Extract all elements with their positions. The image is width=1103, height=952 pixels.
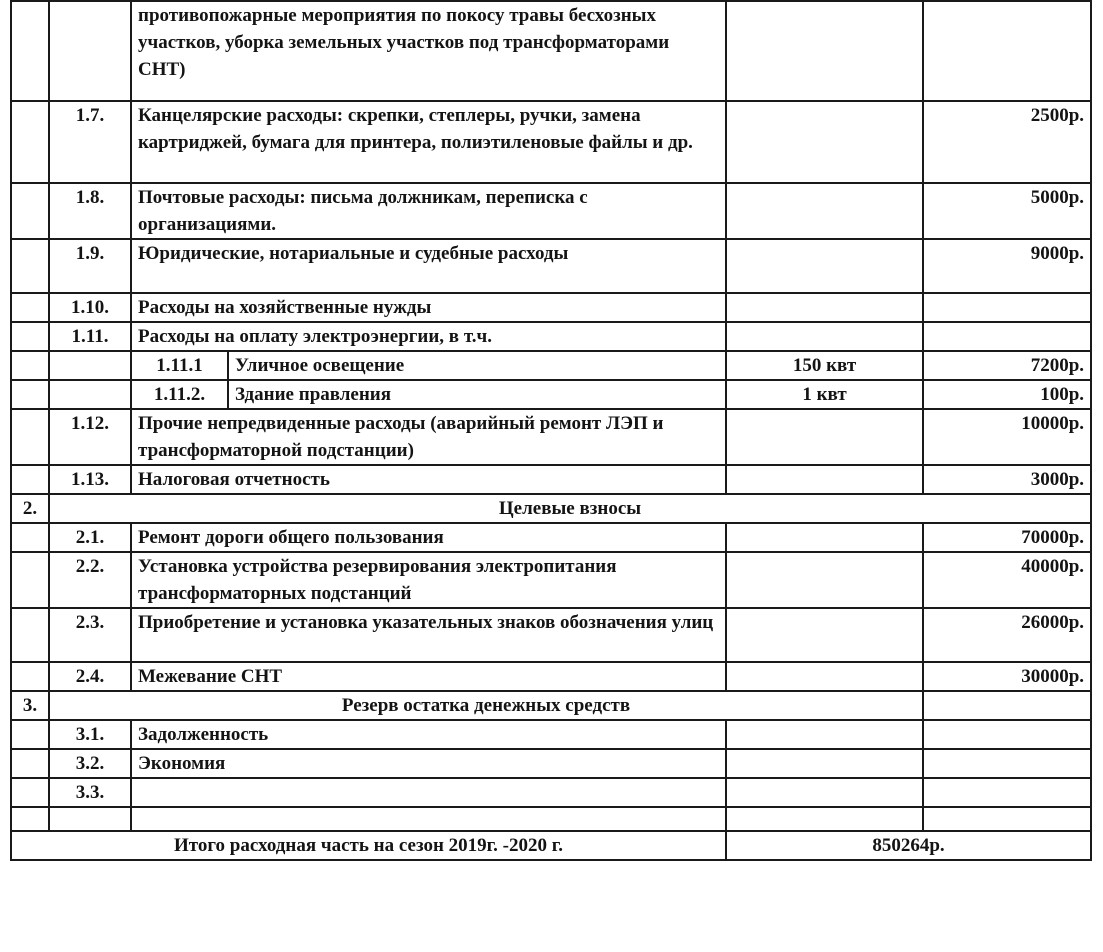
- row-desc: Расходы на оплату электроэнергии, в т.ч.: [131, 322, 726, 351]
- row-qty: [726, 523, 923, 552]
- section-number: 2.: [11, 494, 49, 523]
- row-amount: 70000р.: [923, 523, 1091, 552]
- row-qty: [726, 409, 923, 465]
- section-title: Целевые взносы: [49, 494, 1091, 523]
- row-number: 2.2.: [49, 552, 131, 608]
- row-amount: [923, 293, 1091, 322]
- table-row: [11, 183, 1091, 239]
- table-row: [11, 662, 1091, 691]
- total-label: Итого расходная часть на сезон 2019г. -2020 г.: [11, 831, 726, 860]
- table-row: [11, 293, 1091, 322]
- table-row: [11, 239, 1091, 293]
- row-qty: [726, 322, 923, 351]
- table-row: [11, 1, 1091, 101]
- total-amount: 850264р.: [726, 831, 1091, 860]
- subrow-desc: Уличное освещение: [228, 351, 726, 380]
- table-row: [11, 608, 1091, 662]
- row-desc: Налоговая отчетность: [131, 465, 726, 494]
- row-qty: [726, 293, 923, 322]
- row-qty: [726, 465, 923, 494]
- row-amount: [923, 322, 1091, 351]
- subrow-qty: 150 квт: [726, 351, 923, 380]
- row-number: 1.8.: [49, 183, 131, 239]
- table-row: [11, 552, 1091, 608]
- row-qty: [726, 101, 923, 183]
- subrow-desc: Здание правления: [228, 380, 726, 409]
- row-number: 2.3.: [49, 608, 131, 662]
- row-amount: [923, 778, 1091, 807]
- budget-document: [10, 0, 1090, 861]
- row-desc: Канцелярские расходы: скрепки, степлеры, ручки, замена картриджей, бумага для принтера, полиэтиленовые файлы и др.: [131, 101, 726, 183]
- subrow-number: 1.11.1: [131, 351, 228, 380]
- row-desc: Прочие непредвиденные расходы (аварийный ремонт ЛЭП и трансформаторной подстанции): [131, 409, 726, 465]
- subrow-qty: 1 квт: [726, 380, 923, 409]
- row-number: 1.12.: [49, 409, 131, 465]
- table-row: [11, 465, 1091, 494]
- row-desc: Задолженность: [131, 720, 726, 749]
- row-amount: 9000р.: [923, 239, 1091, 293]
- row-amount: 2500р.: [923, 101, 1091, 183]
- row-number: 1.9.: [49, 239, 131, 293]
- table-row: [11, 720, 1091, 749]
- row-amount: 10000р.: [923, 409, 1091, 465]
- row-qty: [726, 608, 923, 662]
- total-row: [11, 831, 1091, 860]
- table-row: [11, 523, 1091, 552]
- subrow-amount: 100р.: [923, 380, 1091, 409]
- table-row: [11, 778, 1091, 807]
- row-qty: [726, 749, 923, 778]
- row-qty: [726, 239, 923, 293]
- table-row: [11, 749, 1091, 778]
- table-row: [11, 409, 1091, 465]
- section-header: [11, 691, 1091, 720]
- row-desc: Ремонт дороги общего пользования: [131, 523, 726, 552]
- row-amount: [923, 720, 1091, 749]
- row-desc: Установка устройства резервирования электропитания трансформаторных подстанций: [131, 552, 726, 608]
- table-row: [11, 351, 1091, 380]
- row-number: 1.13.: [49, 465, 131, 494]
- section-title: Резерв остатка денежных средств: [49, 691, 923, 720]
- section-header: [11, 494, 1091, 523]
- subrow-number: 1.11.2.: [131, 380, 228, 409]
- row-amount: 40000р.: [923, 552, 1091, 608]
- row-number: 3.2.: [49, 749, 131, 778]
- row-amount: 30000р.: [923, 662, 1091, 691]
- row-amount: 26000р.: [923, 608, 1091, 662]
- row-desc: Юридические, нотариальные и судебные расходы: [131, 239, 726, 293]
- row-number: 2.4.: [49, 662, 131, 691]
- table-row: [11, 101, 1091, 183]
- table-row: [11, 807, 1091, 831]
- budget-table: [10, 0, 1092, 861]
- row-desc: Экономия: [131, 749, 726, 778]
- row-qty: [726, 662, 923, 691]
- row-number: 2.1.: [49, 523, 131, 552]
- row-desc: противопожарные мероприятия по покосу травы бесхозных участков, уборка земельных участков под трансформаторами СНТ): [131, 1, 726, 101]
- row-number: 1.11.: [49, 322, 131, 351]
- section-number: 3.: [11, 691, 49, 720]
- row-number: 3.3.: [49, 778, 131, 807]
- row-number: 1.10.: [49, 293, 131, 322]
- row-amount: 5000р.: [923, 183, 1091, 239]
- row-amount: 3000р.: [923, 465, 1091, 494]
- row-number: 3.1.: [49, 720, 131, 749]
- row-desc: Приобретение и установка указательных знаков обозначения улиц: [131, 608, 726, 662]
- subrow-amount: 7200р.: [923, 351, 1091, 380]
- table-row: [11, 380, 1091, 409]
- row-qty: [726, 778, 923, 807]
- row-number: 1.7.: [49, 101, 131, 183]
- row-qty: [726, 720, 923, 749]
- row-desc: Межевание СНТ: [131, 662, 726, 691]
- row-desc: Расходы на хозяйственные нужды: [131, 293, 726, 322]
- table-row: [11, 322, 1091, 351]
- row-qty: [726, 183, 923, 239]
- row-qty: [726, 552, 923, 608]
- row-desc: [131, 778, 726, 807]
- row-desc: Почтовые расходы: письма должникам, переписка с организациями.: [131, 183, 726, 239]
- row-amount: [923, 749, 1091, 778]
